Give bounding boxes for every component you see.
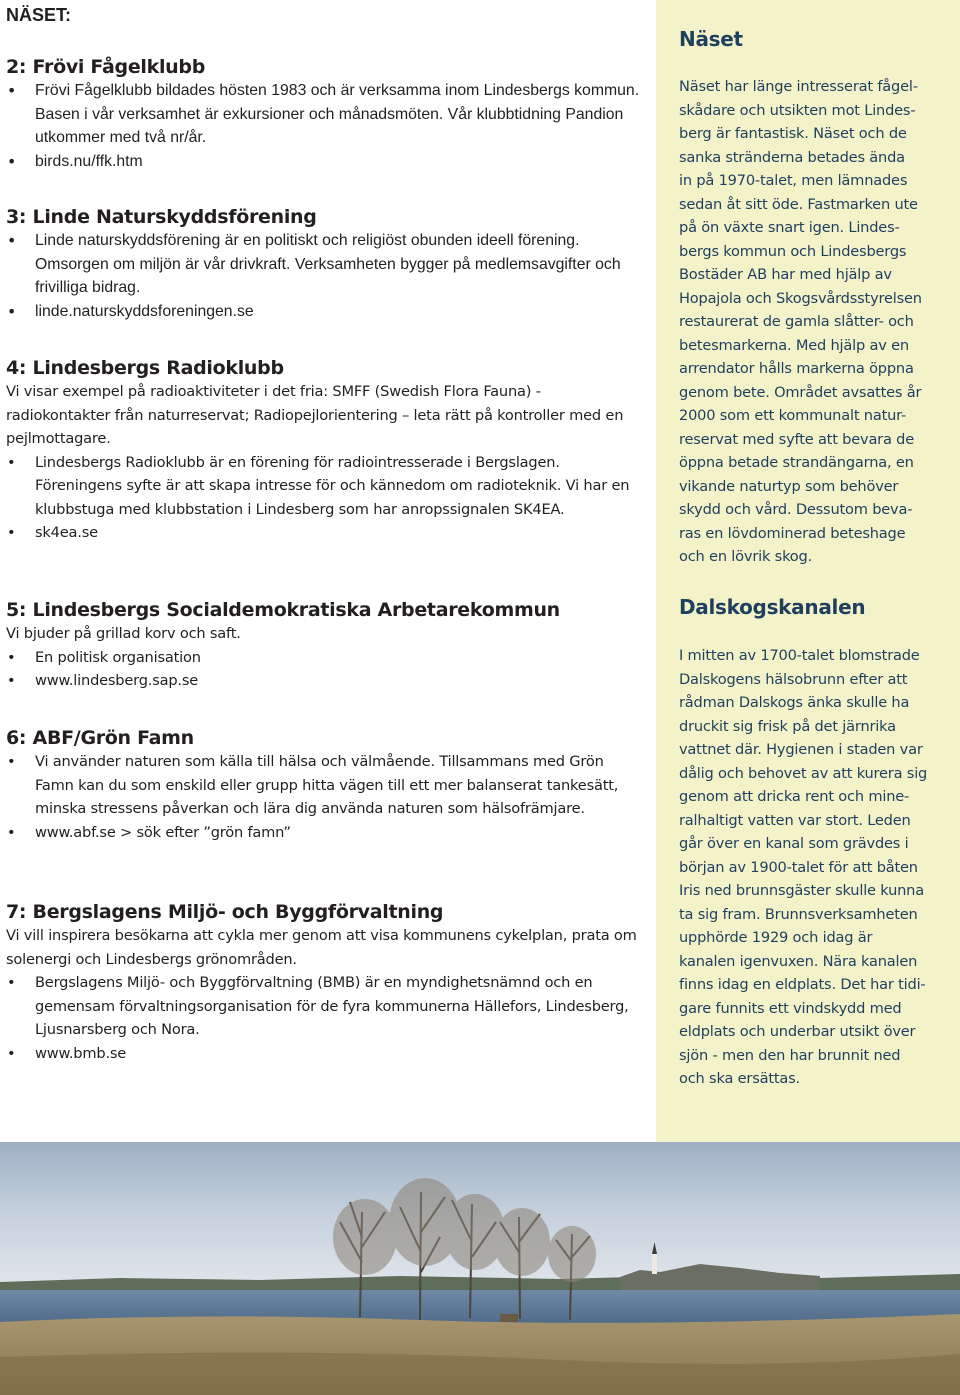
section-intro: Vi bjuder på grillad korv och saft. (6, 625, 241, 642)
sidebar-dalskog-title: Dalskogskanalen (679, 595, 866, 619)
landscape-photo (0, 1142, 960, 1395)
bullet-item: • Frövi Fågelklubb bildades hösten 1983 och är verksamma inom Lindesbergs kommun. Basen i vår verksamhet är exkursioner och månadsmöten. Vår klubbtidning Pandion utkommer med två nr/år. (6, 79, 642, 150)
sidebar-dalskog-text: I mitten av 1700-talet blomstrade Dalskogens hälsobrunn efter att rådman Dalskogs änka skulle ha druckit sig frisk på det järnrika vattnet där. Hygienen i staden var dålig och behovet av att kurera sig genom att dricka rent och mine- ralhaltigt vatten var stort. Leden går över en kanal som grävdes i början av 1900-talet för att båten Iris ned brunnsgäster skulle kunna ta sig fram. Brunnsverksamheten upphörde 1929 och idag är kanalen igenvuxen. Nära kanalen finns idag en eldplats. Det har tidi- gare funnits ett vindskydd med eldplats och underbar utsikt över sjön - men den har brunnit ned och ska ersättas. (679, 647, 928, 1087)
bullet-item: • Bergslagens Miljö- och Byggförvaltning (BMB) är en myndighetsnämnd och en gemensam förvaltningsorganisation för de fyra kommunerna Hällefors, Lindesberg, Ljusnarsberg och Nora. (6, 971, 642, 1042)
section-title: 6: ABF/Grön Famn (6, 727, 194, 749)
bullet-item: • Linde naturskyddsförening är en politiskt och religiöst obunden ideell förening. Omsorgen om miljön är vår drivkraft. Verksamheten bygger på medlemsavgifter och frivilliga bidrag. (6, 229, 642, 300)
section-bergslagens-miljo-byggforvaltning (6, 900, 642, 1065)
bullet-list (6, 971, 642, 1065)
section-linde-naturskyddsforening (6, 205, 642, 323)
section-intro: Vi vill inspirera besökarna att cykla mer genom att visa kommunens cykelplan, prata om solenergi och Lindesbergs grönområden. (6, 927, 637, 968)
bullet-item: • En politisk organisation (6, 646, 642, 670)
section-title: 7: Bergslagens Miljö- och Byggförvaltning (6, 901, 444, 923)
bullet-link[interactable]: • sk4ea.se (6, 521, 642, 545)
bullet-list (6, 750, 642, 844)
church-tower (652, 1254, 657, 1274)
section-title: 5: Lindesbergs Socialdemokratiska Arbetarekommun (6, 599, 560, 621)
main-column (6, 0, 642, 1062)
bullet-list (6, 646, 642, 693)
sidebar-info-box (656, 0, 960, 1142)
bullet-list (6, 451, 642, 545)
section-title: 3: Linde Naturskyddsförening (6, 206, 317, 228)
sidebar-naset-title: Näset (679, 27, 743, 51)
section-title: 4: Lindesbergs Radioklubb (6, 357, 284, 379)
section-frovi-fagelklubb (6, 55, 642, 173)
section-socialdemokratiska-arbetarekommun (6, 598, 642, 693)
bullet-link[interactable]: • www.abf.se > sök efter ”grön famn” (6, 821, 642, 845)
bullet-link[interactable]: • birds.nu/ffk.htm (6, 150, 642, 174)
bullet-link[interactable]: • www.lindesberg.sap.se (6, 669, 642, 693)
section-abf-gron-famn (6, 726, 642, 844)
bullet-list (6, 79, 642, 173)
shelter (500, 1314, 518, 1322)
section-lindesbergs-radioklubb (6, 356, 642, 545)
section-intro: Vi visar exempel på radioaktiviteter i det fria: SMFF (Swedish Flora Fauna) - radiokontakter från naturreservat; Radiopejlorientering – leta rätt på kontroller med en pejlmottagare. (6, 383, 624, 447)
bullet-link[interactable]: • www.bmb.se (6, 1042, 642, 1066)
bullet-item: • Vi använder naturen som källa till hälsa och välmående. Tillsammans med Grön Famn kan du som enskild eller grupp hitta vägen till ett mer balanserat tankesätt, minska stressens påverkan och lära dig använda naturen som hälsofrämjare. (6, 750, 642, 821)
sidebar-naset-text: Näset har länge intresserat fågel- skådare och utsikten mot Lindes- berg är fantastisk. Näset och de sanka stränderna betades ända in på 1970-talet, men lämnades sedan åt sitt öde. Fastmarken ute på ön växte snart igen. Lindes- bergs kommun och Lindesbergs Bostäder AB har med hjälp av Hopajola och Skogsvårdsstyrelsen restaurerat de gamla slåtter- och betesmarkerna. Med hjälp av en arrendator hålls markerna öppna genom bete. Området avsattes år 2000 som ett kommunalt natur- reservat med syfte att bevara de öppna betade strandängarna, en vikande naturtyp som behöver skydd och vård. Dessutom beva- ras en lövdominerad beteshage och en lövrik skog. (679, 78, 922, 565)
page-heading: NÄSET: (6, 5, 72, 25)
bullet-list (6, 229, 642, 323)
bullet-link[interactable]: • linde.naturskyddsforeningen.se (6, 300, 642, 324)
bullet-item: • Lindesbergs Radioklubb är en förening för radiointresserade i Bergslagen. Föreningens syfte är att skapa intresse för och kännedom om radioteknik. Vi har en klubbstuga med klubbstation i Lindesberg som har anropssignalen SK4EA. (6, 451, 642, 522)
section-title: 2: Frövi Fågelklubb (6, 56, 205, 78)
